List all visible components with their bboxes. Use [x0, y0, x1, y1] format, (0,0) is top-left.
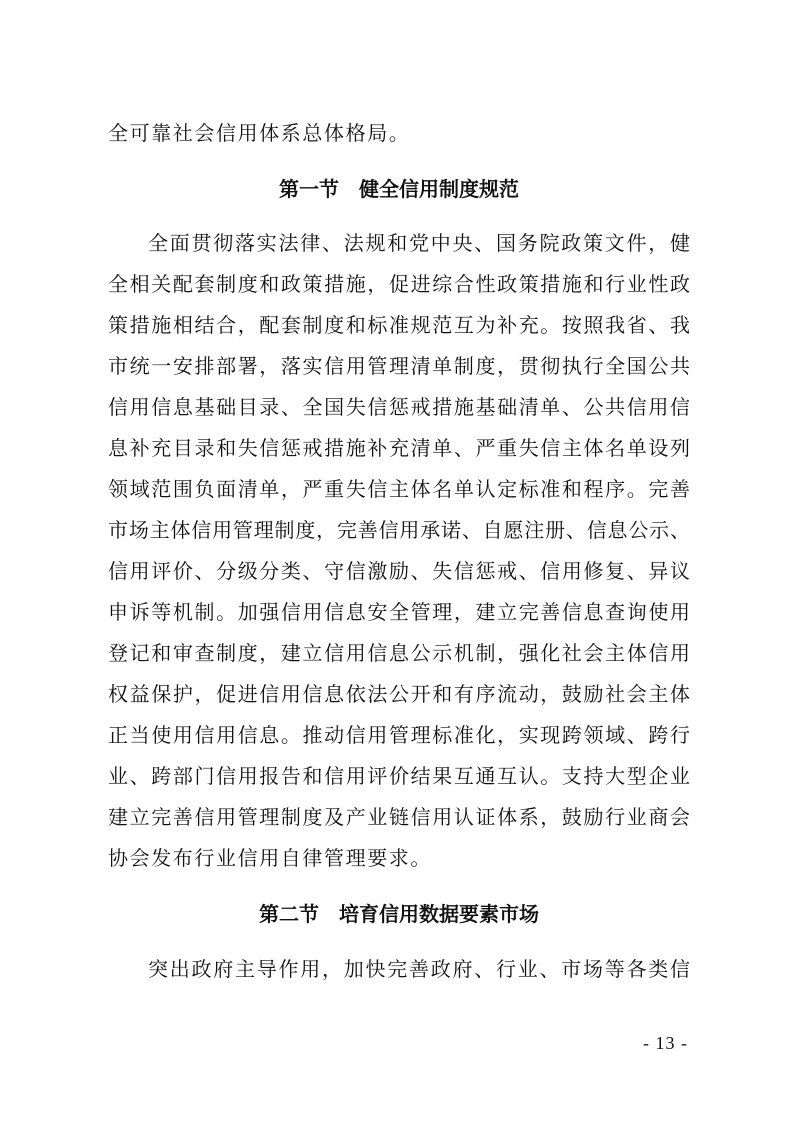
paragraph-line: 息补充目录和失信惩戒措施补充清单、严重失信主体名单设列: [108, 436, 690, 460]
paragraph-line: 信用信息基础目录、全国失信惩戒措施基础清单、公共信用信: [108, 395, 690, 419]
paragraph-line: 申诉等机制。加强信用信息安全管理，建立完善信息查询使用: [108, 600, 690, 624]
paragraph-line: 突出政府主导作用，加快完善政府、行业、市场等各类信: [148, 957, 690, 981]
paragraph-line: 正当使用信用信息。推动信用管理标准化，实现跨领域、跨行: [108, 723, 690, 747]
paragraph-line: 建立完善信用管理制度及产业链信用认证体系，鼓励行业商会: [108, 805, 690, 829]
paragraph-line: 业、跨部门信用报告和信用评价结果互通互认。支持大型企业: [108, 764, 690, 788]
paragraph-line: 全可靠社会信用体系总体格局。: [108, 121, 411, 145]
paragraph-line: 领域范围负面清单，严重失信主体名单认定标准和程序。完善: [108, 477, 690, 501]
paragraph-line: 全面贯彻落实法律、法规和党中央、国务院政策文件，健: [148, 231, 690, 255]
paragraph-line: 策措施相结合，配套制度和标准规范互为补充。按照我省、我: [108, 313, 690, 337]
paragraph-line: 市场主体信用管理制度，完善信用承诺、自愿注册、信息公示、: [108, 518, 690, 542]
paragraph-line: 信用评价、分级分类、守信激励、失信惩戒、信用修复、异议: [108, 559, 690, 583]
section-heading-2: 第二节 培育信用数据要素市场: [259, 902, 539, 926]
paragraph-line: 登记和审查制度，建立信用信息公示机制，强化社会主体信用: [108, 641, 690, 665]
paragraph-line: 市统一安排部署，落实信用管理清单制度，贯彻执行全国公共: [108, 354, 690, 378]
section-heading-1: 第一节 健全信用制度规范: [279, 177, 519, 201]
page-number: - 13 -: [643, 1033, 688, 1053]
paragraph-line: 协会发布行业信用自律管理要求。: [108, 846, 432, 870]
paragraph-line: 权益保护，促进信用信息依法公开和有序流动，鼓励社会主体: [108, 682, 690, 706]
paragraph-line: 全相关配套制度和政策措施，促进综合性政策措施和行业性政: [108, 272, 690, 296]
